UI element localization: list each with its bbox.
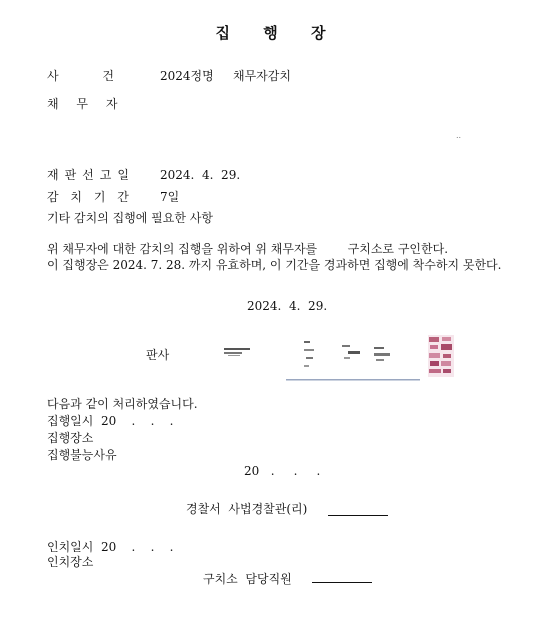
police-officer-label: 경찰서 사법경찰관(리) <box>186 502 308 516</box>
detention-period-value: 7일 <box>160 190 180 204</box>
execution-place: 집행장소 <box>47 431 94 445</box>
execution-intro: 다음과 같이 처리하였습니다. <box>47 397 198 411</box>
document-title: 집 행 장 <box>215 24 340 42</box>
detention-staff-label: 구치소 담당직원 <box>203 572 292 586</box>
trial-date-value: 2024. 4. 29. <box>160 168 241 182</box>
other-matters-label: 기타 감치의 집행에 필요한 사항 <box>47 211 213 225</box>
case-name: 채무자감치 <box>233 69 291 83</box>
statement-line-2: 이 집행장은 2024. 7. 28. 까지 유효하며, 이 기간을 경과하면 집행에 착수하지 못한다. <box>47 258 502 272</box>
police-officer-signature-line <box>328 515 388 516</box>
trial-date-label: 재판선고일 <box>47 168 135 182</box>
custody-place: 인치장소 <box>47 555 94 569</box>
issue-date: 2024. 4. 29. <box>247 299 328 313</box>
judge-signature-stamp <box>286 333 464 383</box>
execution-date-line: 20 . . . <box>244 464 321 478</box>
detention-period-label: 감 치 기 간 <box>47 190 129 204</box>
execution-failure-reason: 집행불능사유 <box>47 448 117 462</box>
case-label: 사 건 <box>47 69 114 83</box>
detention-staff-signature-line <box>312 582 372 583</box>
statement-line-1: 위 채무자에 대한 감치의 집행을 위하여 위 채무자를 구치소로 구인한다. <box>47 242 449 256</box>
case-number: 2024정명 <box>160 69 214 83</box>
judge-label: 판사 <box>146 348 170 362</box>
execution-datetime: 집행일시 20 . . . <box>47 414 174 428</box>
small-mark: .. <box>456 131 462 140</box>
custody-datetime: 인치일시 20 . . . <box>47 540 174 554</box>
judge-name-redacted <box>224 346 254 358</box>
debtor-label: 채 무 자 <box>47 97 118 111</box>
